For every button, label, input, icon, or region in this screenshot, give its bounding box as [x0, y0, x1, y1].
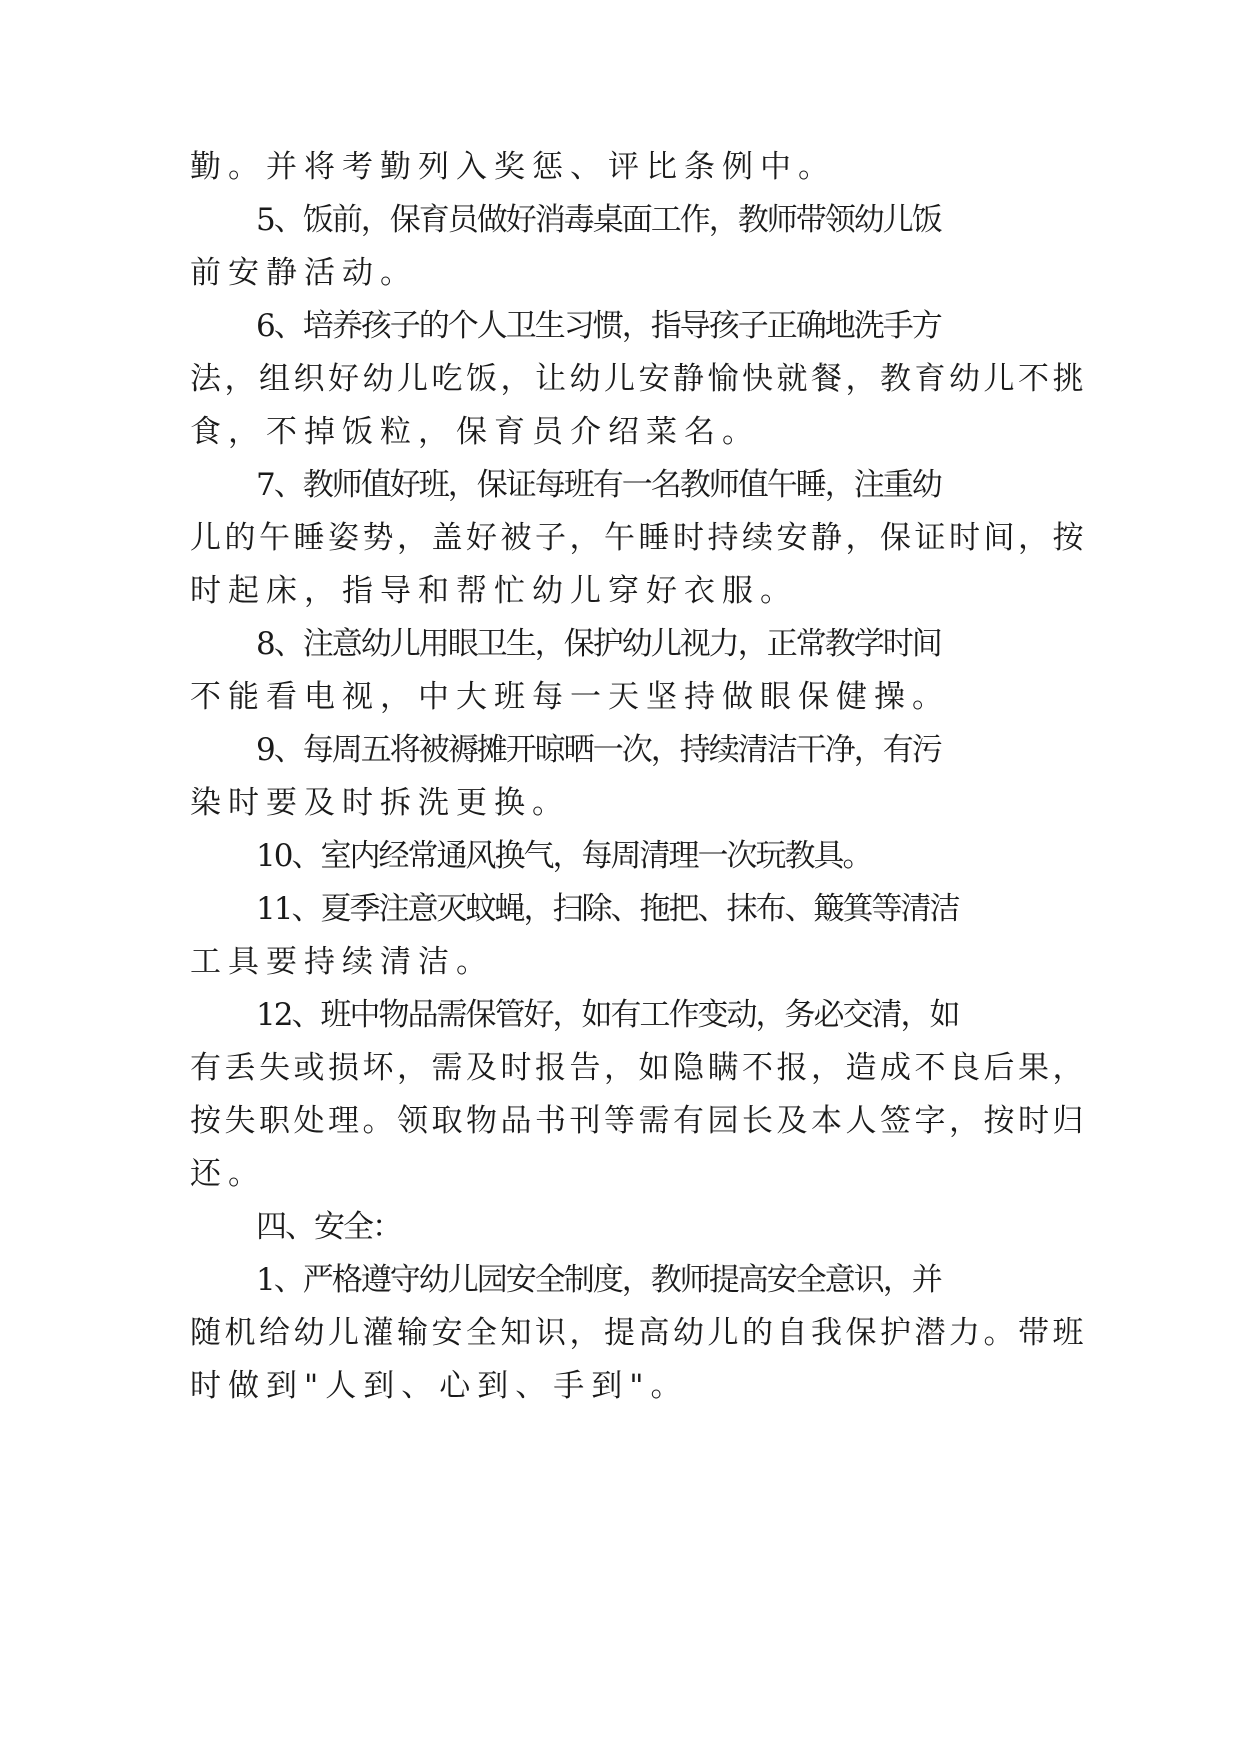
text-line: 工具要持续清洁。: [190, 944, 494, 980]
text-line: 还。: [190, 1156, 266, 1192]
text-line: 不能看电视，中大班每一天坚持做眼保健操。: [190, 679, 950, 715]
text-line: 5、饭前，保育员做好消毒桌面工作，教师带领幼儿饭: [256, 202, 941, 238]
text-line: 6、培养孩子的个人卫生习惯，指导孩子正确地洗手方: [256, 308, 941, 344]
text-line: 染时要及时拆洗更换。: [190, 785, 570, 821]
text-line: 8、注意幼儿用眼卫生，保护幼儿视力，正常教学时间: [256, 626, 941, 662]
text-line: 时做到"人到、心到、手到"。: [190, 1368, 689, 1404]
text-line: 随机给幼儿灌输安全知识，提高幼儿的自我保护潜力。带班: [190, 1315, 1087, 1351]
text-line: 时起床，指导和帮忙幼儿穿好衣服。: [190, 573, 798, 609]
text-line: 前安静活动。: [190, 255, 418, 291]
text-line: 有丢失或损坏，需及时报告，如隐瞒不报，造成不良后果，: [190, 1050, 1087, 1086]
text-line: 法，组织好幼儿吃饭，让幼儿安静愉快就餐，教育幼儿不挑: [190, 361, 1087, 397]
section-heading: 四、安全：: [256, 1209, 401, 1245]
text-line: 11、夏季注意灭蚊蝇，扫除、拖把、抹布、簸箕等清洁: [256, 891, 959, 927]
text-line: 10、室内经常通风换气，每周清理一次玩教具。: [256, 838, 872, 874]
text-line: 1、严格遵守幼儿园安全制度，教师提高安全意识，并: [256, 1262, 941, 1298]
text-line: 儿的午睡姿势，盖好被子，午睡时持续安静，保证时间，按: [190, 520, 1087, 556]
text-line: 勤。并将考勤列入奖惩、评比条例中。: [190, 149, 836, 185]
text-line: 按失职处理。领取物品书刊等需有园长及本人签字，按时归: [190, 1103, 1087, 1139]
text-line: 食，不掉饭粒，保育员介绍菜名。: [190, 414, 760, 450]
text-line: 9、每周五将被褥摊开晾晒一次，持续清洁干净，有污: [256, 732, 941, 768]
text-line: 7、教师值好班，保证每班有一名教师值午睡，注重幼: [256, 467, 941, 503]
text-line: 12、班中物品需保管好，如有工作变动，务必交清，如: [256, 997, 959, 1033]
